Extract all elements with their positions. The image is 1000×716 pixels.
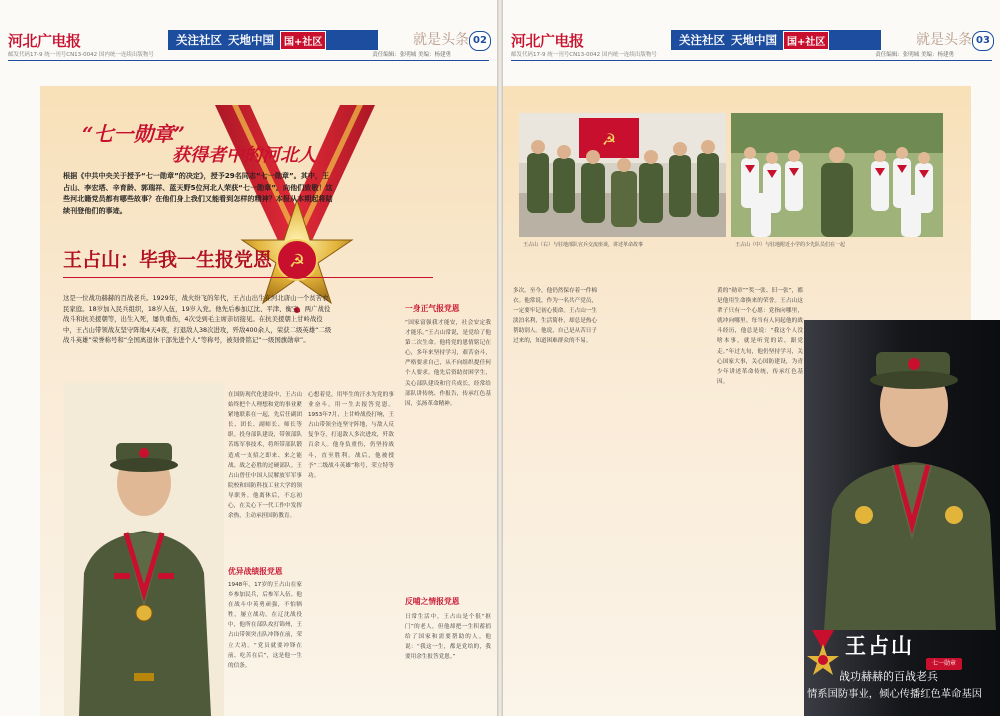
page-number: 03: [972, 31, 994, 51]
medal-stamp: 七一勋章: [926, 658, 962, 670]
column-mid-bottom: 1948年，17岁的王占山在家乡参加民兵，后参军入伍。他在战斗中英勇顽强，不怕牺牲，屡立战功。在辽沈战役中，他所在部队攻打锦州，王占山带领突击队冲锋在前，荣立大功。“党员就要冲锋在前、吃苦在后”，这是他一生的信条。: [228, 582, 302, 669]
column-e: 日常生活中，王占山是个很“抠门”的老人，但他却把一生积蓄捐给了国家和需要帮助的人。他说：“我这一生，都是党给的，我要用余生报答党恩。”: [405, 614, 491, 661]
headline-line-1: “七一勋章”: [82, 122, 186, 146]
section-title: 就是头条: [916, 32, 972, 48]
tagline-line-1: 战功赫赫的百战老兵: [839, 670, 938, 683]
article-title: 王占山：毕我一生报党恩: [63, 249, 273, 271]
veteran-portrait: [64, 383, 224, 716]
page-header: [503, 0, 1000, 62]
column-d: “国家富强我才能安，社会安定我才能乐。”王占山常说，是党给了他第二次生命。他将党的恩情铭记在心，多年来坚持学习，艰苦奋斗，严格要求自己，从不向组织提任何个人要求。他先后资助贫困学生，关心部队建设和官兵成长，经常给部队讲传统、作报告，传承红色基因，弘扬革命精神。: [405, 320, 491, 407]
title-rule: [63, 277, 433, 278]
column-heading: 优异战绩报党恩: [228, 567, 283, 576]
section-title: 就是头条: [413, 32, 469, 48]
masthead-logo: 河北广电报: [511, 32, 584, 50]
banner-text-1: 关注社区: [176, 33, 222, 47]
banner-text-3: 国+社区: [783, 31, 829, 50]
column-a: 多次。至今，他仍然保存着一件棉衣。他常说，作为一名共产党员，一定要牢记初心使命。王占山一生淡泊名利，生活简朴，却总是热心帮助别人。他说，自己是从苦日子过来的，知道困难群众的不易。: [513, 288, 597, 345]
header-rule: [8, 60, 489, 61]
masthead-subtitle: 邮发代码17-9 统一刊号CN13-0042 国内统一连续出版物号: [511, 52, 657, 58]
column-c: 心想着党，用毕生的汗水为党的事业奋斗，用一生去报答党恩。1953年7月，上甘岭战役打响，王占山带领全连坚守阵地，与敌人反复争夺，打退敌人多次进攻，歼敌百余人。他身负重伤，仍坚持战斗，直至胜利。战后，他被授予“二级战斗英雄”称号，荣立特等功。: [308, 392, 394, 479]
banner-text-3: 国+社区: [280, 31, 326, 50]
photo-caption-2: 王占山（中）与驻地附近小学的少先队员们在一起: [735, 242, 846, 248]
photo-soldiers-meeting: [519, 113, 726, 237]
intro-paragraph: 这是一位战功赫赫的百战老兵。1929年，战火纷飞的年代，王占山出生在河北唐山一个贫苦农民家庭。18岁加入民兵组织，18岁入伍，19岁入党。他先后参加辽沈、平津、衡宝、两广战役战斗和抗美援朝等，出生入死，屡负重伤，4次受到毛主席亲切接见。在抗美援朝上甘岭战役中，王占山带领战友坚守阵地4天4夜，打退敌人38次进攻，歼敌400余人，荣获二级英雄“二级战斗英雄”荣誉称号和“全国离退休干部先进个人”等称号，被刻骨铭记“一级国旗勋章”。: [63, 294, 332, 344]
veteran-hero-photo: [804, 300, 1000, 630]
svg-text:☭: ☭: [288, 251, 306, 272]
page-number: 02: [469, 31, 491, 51]
column-heading: 反哺之情报党恩: [405, 597, 460, 606]
headline-line-2: 获得者中的河北人: [172, 145, 316, 166]
masthead-logo: 河北广电报: [8, 32, 81, 50]
column-mid-top: 在国防现代化建设中，王占山始终把个人理想和党的事业紧紧地联系在一起，先后任副团长、团长、副师长、师长等职。投身部队建设，带领部队苦练军事技术，将所带部队锻造成一支招之即来、来之能战、战之必胜的过硬部队。王占山曾任中国人民解放军军事院校和国防科技工业大学的领导职务。他离休后，不忘初心，在关心下一代工作中发挥余热，主动承担国防教育。: [228, 392, 302, 520]
column-b: 黄的“勋章”“奖一张、旧一张”，都是他用生命换来的荣誉。王占山这辈子只有一个心愿：党指向哪里，就冲向哪里。每当有人问起他的战斗经历，他总是说：“我这个人没啥本事，就是听党的话，跟党走。”年过九旬，他仍坚持学习，关心国家大事，关心国防建设，为青少年讲述革命传统，传承红色基因。: [717, 288, 803, 385]
photo-children-group: [731, 113, 943, 237]
small-medal-icon: [806, 630, 840, 680]
column-heading: 一身正气报党恩: [405, 304, 460, 313]
editor-credit: 责任编辑：张明城 美编：杨建勇: [875, 52, 954, 58]
veteran-name-signature: 王占山: [845, 633, 914, 658]
left-page: [0, 0, 497, 716]
photo-caption-1: 王占山（右）与驻地部队官兵交流座谈，讲述革命故事: [523, 242, 644, 248]
banner-text-2: 天地中国: [731, 33, 777, 47]
editor-credit: 责任编辑：张明城 美编：杨建勇: [372, 52, 451, 58]
masthead-banner: [671, 30, 881, 50]
tagline-line-2: 情系国防事业，倾心传播红色革命基因: [807, 688, 983, 700]
banner-text-1: 关注社区: [679, 33, 725, 47]
right-page: [503, 0, 1000, 716]
header-rule: [511, 60, 992, 61]
masthead-banner: [168, 30, 378, 50]
banner-text-2: 天地中国: [228, 33, 274, 47]
masthead-subtitle: 邮发代码17-9 统一刊号CN13-0042 国内统一连续出版物号: [8, 52, 154, 58]
lead-paragraph: 根据《中共中央关于授予“七一勋章”的决定》，授予29名同志“七一勋章”。其中，王占山、李宏塔、辛育龄、郭瑞祥、蓝天野5位河北人荣获“七一勋章”。向他们致敬！这些河北籍党员都有哪些故事？在他们身上我们又能看到怎样的精神？本报从本期起将陆续刊登他们的事迹。: [63, 171, 333, 215]
page-header: [0, 0, 497, 62]
svg-text:☭: ☭: [601, 130, 617, 149]
